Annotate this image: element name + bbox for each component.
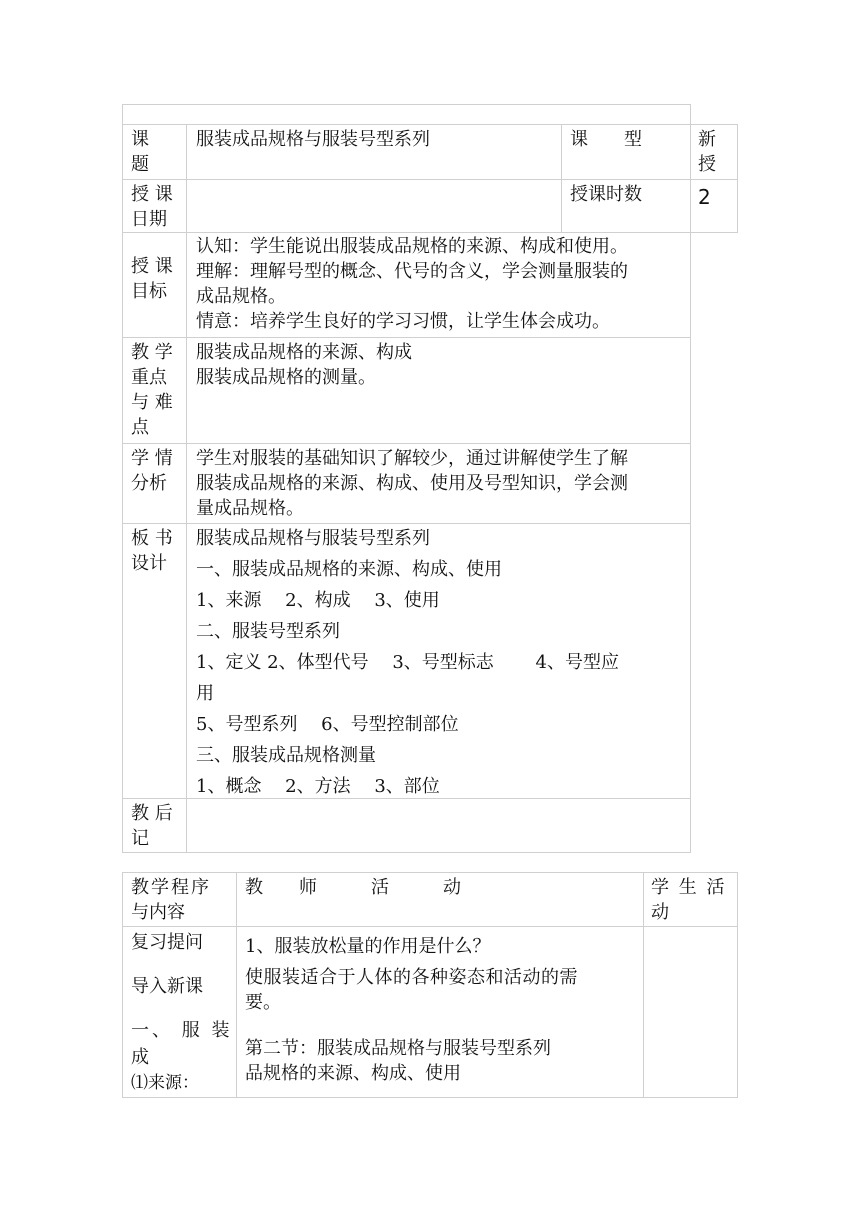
board-line: 1、概念 2、方法 3、部位 — [196, 776, 440, 797]
table1-type-divider — [561, 124, 562, 232]
board-content — [196, 523, 619, 802]
board-label-line: 板 书 — [131, 528, 173, 549]
board-line: 一、服装成品规格的来源、构成、使用 — [196, 559, 502, 580]
procedure-header — [131, 875, 211, 925]
procedure-header-line: 教学程序 — [131, 877, 211, 898]
procedure-item-review: 复习提问 — [131, 932, 203, 953]
key-label-line: 与 难 — [131, 392, 173, 413]
board-line: 1、来源 2、构成 3、使用 — [196, 590, 440, 611]
table1-row4-top — [122, 337, 691, 338]
analysis-content — [196, 446, 628, 521]
hours-value: 2 — [698, 185, 711, 209]
key-label-line: 教 学 — [131, 342, 173, 363]
table1-row3-top — [122, 232, 738, 233]
table1-extra-right-border — [737, 124, 738, 232]
table2-left-border — [122, 872, 123, 1098]
key-label-line: 重点 — [131, 367, 167, 388]
goal-content — [196, 234, 628, 334]
teacher-line: 品规格的来源、构成、使用 — [245, 1063, 461, 1084]
date-label-line: 日期 — [131, 209, 167, 230]
after-label-line: 教 后 — [131, 803, 173, 824]
analysis-line: 学生对服装的基础知识了解较少，通过讲解使学生了解 — [196, 448, 628, 469]
after-label-line: 记 — [131, 828, 149, 849]
teacher-line: 使服装适合于人体的各种姿态和活动的需 — [245, 967, 578, 988]
analysis-line: 量成品规格。 — [196, 498, 304, 519]
table1-bottom-border — [122, 852, 691, 853]
board-label-line: 设计 — [131, 553, 167, 574]
board-label — [131, 526, 173, 576]
topic-label-line: 课 — [131, 129, 149, 150]
teacher-line: 1、服装放松量的作用是什么？ — [245, 936, 491, 957]
topic-value: 服装成品规格与服装号型系列 — [196, 129, 430, 150]
table1-top-border — [122, 104, 691, 105]
date-label — [131, 182, 173, 232]
topic-label — [131, 127, 149, 177]
analysis-label-line: 分析 — [131, 473, 167, 494]
table2-header-bottom — [122, 926, 738, 927]
key-label — [131, 340, 173, 440]
goal-line: 认知：学生能说出服装成品规格的来源、构成和使用。 — [196, 236, 628, 257]
board-line: 1、定义 2、体型代号 3、号型标志 4、号型应 — [196, 652, 619, 673]
key-line: 服装成品规格的测量。 — [196, 367, 376, 388]
table2-col2-divider — [643, 872, 644, 1098]
table1-row2-top — [122, 179, 738, 180]
board-line: 用 — [196, 683, 214, 704]
table1-row1-top — [122, 124, 738, 125]
procedure-item-intro: 导入新课 — [131, 976, 203, 997]
board-line: 三、服装成品规格测量 — [196, 745, 376, 766]
student-header-line: 动 — [651, 902, 669, 923]
type-value — [698, 127, 716, 177]
hours-label: 授课时数 — [570, 184, 642, 205]
teacher-line: 要。 — [245, 992, 281, 1013]
goal-line: 情意：培养学生良好的学习习惯，让学生体会成功。 — [196, 311, 610, 332]
after-label — [131, 801, 173, 851]
table1-label-divider — [186, 124, 187, 853]
table2-top-border — [122, 872, 738, 873]
goal-label-line: 授 课 — [131, 256, 173, 277]
date-label-line: 授 课 — [131, 184, 173, 205]
analysis-line: 服装成品规格的来源、构成、使用及号型知识，学会测 — [196, 473, 628, 494]
student-header-line: 学 生 活 — [651, 877, 727, 898]
table1-left-border — [122, 104, 123, 853]
table1-right-border — [690, 104, 691, 853]
procedure-item-section1: 一、 服 装 — [131, 1020, 233, 1041]
procedure-item-section1-cont: 成 — [131, 1047, 149, 1068]
type-label: 课 型 — [570, 129, 642, 150]
type-value-line: 新 — [698, 129, 716, 150]
student-activity-header — [651, 875, 726, 925]
key-content — [196, 340, 412, 390]
procedure-header-line: 与内容 — [131, 902, 185, 923]
teacher-line: 第二节：服装成品规格与服装号型系列 — [245, 1038, 551, 1059]
table1-row5-top — [122, 443, 691, 444]
board-line: 服装成品规格与服装号型系列 — [196, 528, 430, 549]
goal-line: 理解：理解号型的概念、代号的含义，学会测量服装的 — [196, 261, 628, 282]
key-line: 服装成品规格的来源、构成 — [196, 342, 412, 363]
goal-label-line: 目标 — [131, 281, 167, 302]
teacher-activity-header: 教 师 活 动 — [245, 877, 461, 898]
procedure-item-source: ⑴来源： — [131, 1073, 199, 1093]
board-line: 二、服装号型系列 — [196, 621, 340, 642]
key-label-line: 点 — [131, 417, 149, 438]
table2-right-border — [737, 872, 738, 1098]
table2-col1-divider — [236, 872, 237, 1098]
analysis-label — [131, 446, 173, 496]
type-value-line: 授 — [698, 154, 716, 175]
table2-bottom-border — [122, 1097, 738, 1098]
goal-label — [131, 254, 173, 304]
analysis-label-line: 学 情 — [131, 448, 173, 469]
board-line: 5、号型系列 6、号型控制部位 — [196, 714, 459, 735]
goal-line: 成品规格。 — [196, 286, 286, 307]
topic-label-line: 题 — [131, 154, 149, 175]
